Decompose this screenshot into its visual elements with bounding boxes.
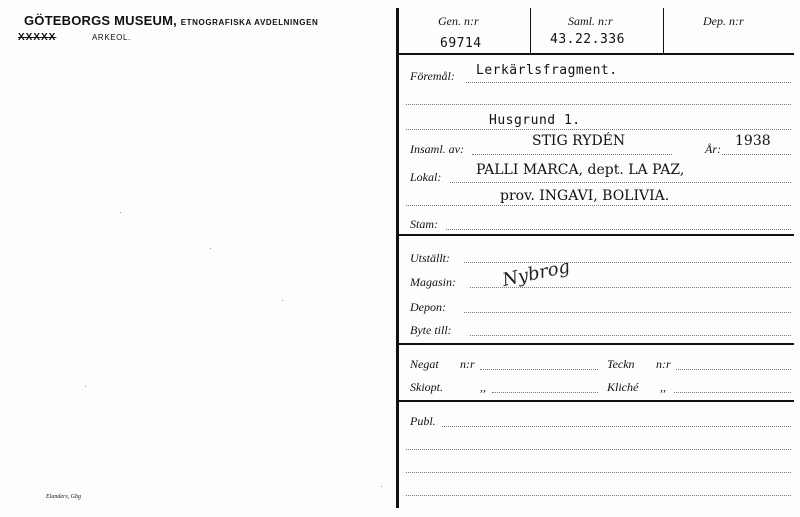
form-left-border — [396, 8, 399, 508]
lokal-value-2: prov. INGAVI, BOLIVIA. — [500, 188, 670, 204]
department-name: ETNOGRAFISKA AVDELNINGEN — [180, 18, 319, 27]
section-name: ARKEOL. — [92, 33, 131, 42]
utstallt-line — [464, 262, 791, 263]
cell-divider — [663, 8, 664, 53]
foremal-label: Föremål: — [410, 69, 455, 83]
magasin-label: Magasin: — [410, 275, 456, 289]
negat-line — [480, 369, 598, 370]
byte-line — [470, 335, 791, 336]
handwritten-note: Nybrog — [500, 256, 572, 291]
teckn-nr-label: n:r — [656, 357, 671, 371]
skiopt-line — [492, 392, 598, 393]
ar-line — [722, 154, 791, 155]
foremal-line — [466, 82, 791, 83]
cell-divider — [530, 8, 531, 53]
negat-label: Negat — [410, 357, 439, 371]
depon-label: Depon: — [410, 300, 446, 314]
ar-label: År: — [705, 142, 721, 156]
museum-name: GÖTEBORGS MUSEUM, — [24, 13, 177, 28]
paper-speck — [381, 486, 382, 487]
museum-title — [24, 13, 318, 28]
section-rule-1 — [398, 234, 794, 236]
publ-label: Publ. — [410, 414, 436, 428]
publ-line-4 — [406, 495, 791, 496]
section-rule-3 — [398, 400, 794, 402]
kliche-line — [674, 392, 791, 393]
insaml-label: Insaml. av: — [410, 142, 464, 156]
skiopt-label: Skiopt. — [410, 380, 443, 394]
publ-line-3 — [406, 472, 791, 473]
teckn-label: Teckn — [607, 357, 635, 371]
gen-nr-label: Gen. n:r — [438, 14, 479, 28]
lokal-value-1: PALLI MARCA, dept. LA PAZ, — [476, 162, 685, 178]
paper-speck — [85, 386, 86, 387]
numbers-bottom-rule — [398, 53, 794, 55]
insaml-value: STIG RYDÉN — [532, 133, 626, 149]
stam-line — [446, 229, 791, 230]
byte-label: Byte till: — [410, 323, 452, 337]
saml-nr-label: Saml. n:r — [568, 14, 613, 28]
foremal-value-2: Husgrund 1. — [489, 113, 581, 128]
kliche-label: Kliché — [607, 380, 639, 394]
publ-line — [442, 426, 791, 427]
lokal-label: Lokal: — [410, 170, 442, 184]
foremal-value: Lerkärlsfragment. — [476, 63, 618, 78]
stam-label: Stam: — [410, 217, 438, 231]
foremal-line-3 — [406, 129, 791, 130]
foremal-line-2 — [406, 104, 791, 105]
gen-nr-value: 69714 — [440, 36, 482, 51]
struck-word: XXXXX — [18, 32, 57, 43]
lokal-line-2 — [406, 205, 791, 206]
saml-nr-value: 43.22.336 — [550, 32, 625, 47]
negat-nr-label: n:r — [460, 357, 475, 371]
printer-mark: Elanders, Gbg — [46, 494, 81, 500]
depon-line — [464, 312, 791, 313]
publ-line-2 — [406, 449, 791, 450]
insaml-line — [472, 154, 672, 155]
paper-speck — [120, 212, 121, 213]
kliche-ditto: ,, — [660, 380, 666, 394]
dep-nr-label: Dep. n:r — [703, 14, 744, 28]
paper-speck — [282, 300, 283, 301]
teckn-line — [676, 369, 791, 370]
paper-speck — [210, 248, 211, 249]
section-rule-2 — [398, 343, 794, 345]
lokal-line — [450, 182, 791, 183]
skiopt-ditto: ,, — [480, 380, 486, 394]
ar-value: 1938 — [735, 133, 771, 149]
utstallt-label: Utställt: — [410, 251, 451, 265]
